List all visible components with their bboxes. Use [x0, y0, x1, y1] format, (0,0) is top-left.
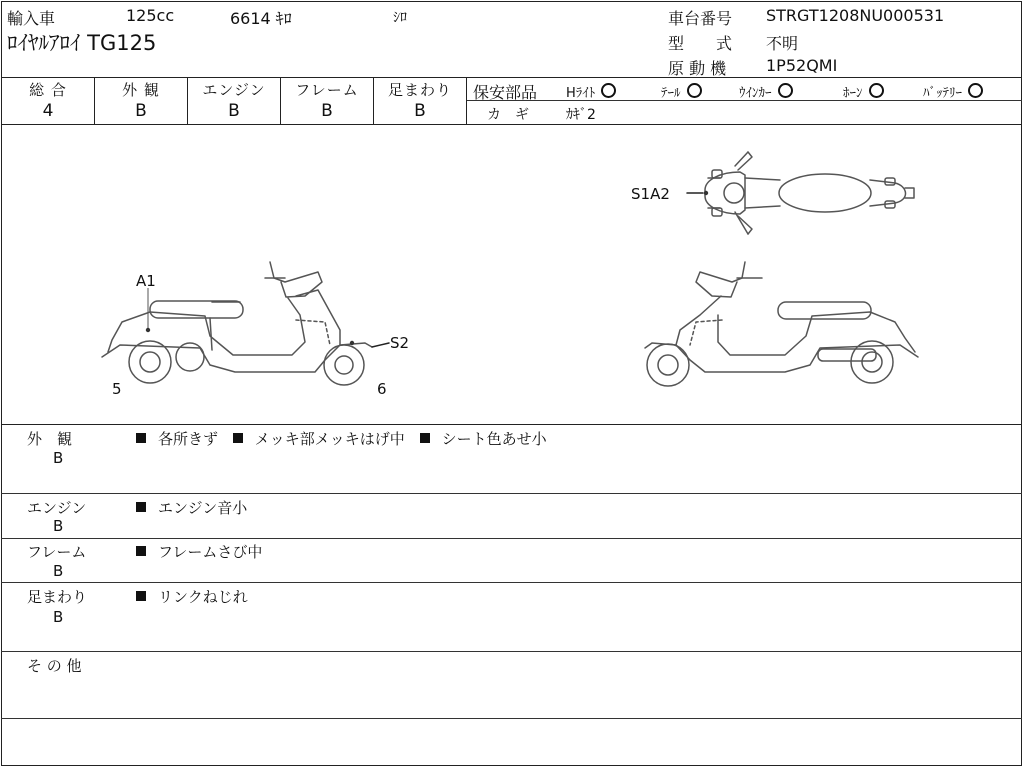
grade-value-suspension: B: [414, 101, 426, 121]
engine-label: 原 動 機: [668, 59, 727, 78]
damage-diagram: [0, 125, 1022, 425]
import-label: 輸入車: [7, 9, 56, 28]
section-grade-exterior: B: [53, 449, 64, 467]
section-title-frame: フレーム: [27, 543, 87, 561]
safety-item-label: ﾃｰﾙ: [661, 86, 681, 101]
grade-value-overall: 4: [42, 101, 54, 121]
grade-value-exterior: B: [135, 101, 147, 121]
bullet-icon: [136, 591, 146, 601]
section-grade-engine: B: [53, 517, 64, 535]
bullet-icon: [233, 433, 243, 443]
key-label: カ ギ: [487, 107, 529, 123]
note-item: 各所きず: [158, 430, 219, 448]
scooter-right-side-view: [645, 262, 918, 386]
bullet-icon: [136, 546, 146, 556]
safety-item-label: ﾎｰﾝ: [843, 86, 863, 101]
safety-item-headlight: [566, 82, 616, 101]
safety-item-horn: [843, 82, 884, 101]
grade-label-frame: フレーム: [295, 81, 359, 99]
section-title-engine: エンジン: [27, 499, 87, 517]
section-grade-suspension: B: [53, 608, 64, 626]
bullet-icon: [420, 433, 430, 443]
safety-item-label: Hﾗｲﾄ: [566, 86, 596, 101]
note-list-suspension: [136, 586, 248, 607]
note-item: フレームさび中: [158, 543, 263, 561]
scooter-top-view: [687, 152, 914, 234]
color: ｼﾛ: [393, 10, 407, 26]
divider: [1, 424, 1022, 425]
mileage: 6614 ｷﾛ: [230, 9, 292, 28]
type-label: 型 式: [668, 34, 733, 53]
grade-label-suspension: 足まわり: [387, 81, 452, 99]
section-title-other: そ の 他: [27, 657, 82, 675]
bullet-icon: [136, 502, 146, 512]
key-value: ｶｷﾞ2: [566, 107, 596, 123]
divider: [1, 77, 1022, 78]
label-5: 5: [112, 380, 122, 398]
ok-mark-icon: [601, 83, 616, 98]
grade-label-engine: エンジン: [202, 81, 266, 99]
divider: [1, 493, 1022, 494]
grade-value-engine: B: [228, 101, 240, 121]
damage-marker-s2: [350, 341, 354, 345]
divider: [1, 651, 1022, 652]
bullet-icon: [136, 433, 146, 443]
type-value: 不明: [766, 34, 799, 53]
grade-label-overall: 総 合: [29, 81, 67, 99]
section-grade-frame: B: [53, 562, 64, 580]
section-title-exterior: 外 観: [27, 430, 73, 448]
safety-label: 保安部品: [473, 83, 538, 102]
section-title-suspension: 足まわり: [27, 588, 88, 606]
note-list-frame: [136, 541, 262, 562]
damage-marker-s1a2: [704, 191, 708, 195]
divider: [466, 77, 467, 124]
frame-no: STRGT1208NU000531: [766, 6, 945, 25]
note-item: エンジン音小: [158, 499, 248, 517]
divider: [1, 582, 1022, 583]
model-name: ﾛｲﾔﾙｱﾛｲ TG125: [7, 31, 157, 55]
label-6: 6: [377, 380, 387, 398]
note-item: シート色あせ小: [441, 430, 547, 448]
safety-item-battery: [923, 82, 983, 101]
ok-mark-icon: [968, 83, 983, 98]
label-a1: A1: [136, 272, 156, 290]
ok-mark-icon: [869, 83, 884, 98]
ok-mark-icon: [687, 83, 702, 98]
displacement: 125cc: [126, 6, 175, 25]
note-list-engine: [136, 497, 247, 518]
engine-value: 1P52QMI: [766, 56, 838, 75]
safety-item-tail: [661, 82, 702, 101]
safety-item-label: ﾊﾞｯﾃﾘｰ: [923, 86, 962, 101]
divider: [1, 538, 1022, 539]
safety-item-label: ｳｲﾝｶｰ: [739, 86, 772, 101]
ok-mark-icon: [778, 83, 793, 98]
note-list-exterior: [136, 428, 547, 449]
label-s1a2: S1A2: [631, 185, 670, 203]
note-item: リンクねじれ: [158, 588, 248, 606]
label-s2: S2: [390, 334, 410, 352]
divider: [1, 718, 1022, 719]
grade-label-exterior: 外 観: [122, 81, 160, 99]
safety-item-winker: [739, 82, 793, 101]
damage-marker-a1: [146, 328, 150, 332]
frame-no-label: 車台番号: [668, 9, 733, 28]
note-item: メッキ部メッキはげ中: [254, 430, 405, 448]
grade-value-frame: B: [321, 101, 333, 121]
